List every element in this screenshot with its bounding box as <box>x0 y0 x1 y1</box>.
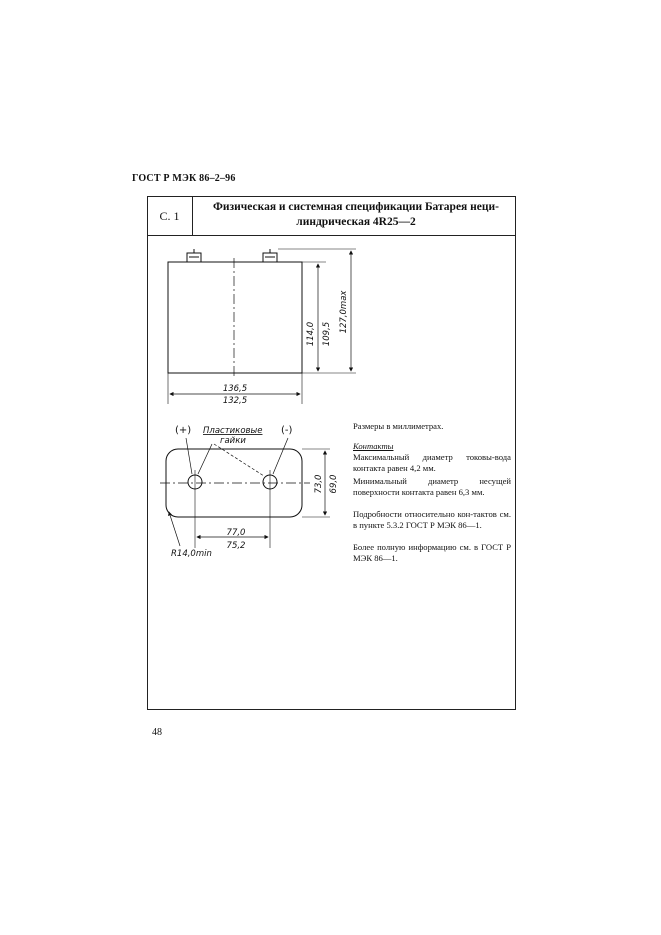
contact-note-2: Минимальный диаметр несущей поверхности контакта равен 6,3 мм. <box>353 476 511 497</box>
dim-width-outer: 136,5 <box>222 384 248 394</box>
terminal-left <box>187 249 201 262</box>
page-number: 48 <box>152 727 162 738</box>
contact-note-1: Максимальный диаметр токовы-вода контакта равен 4,2 мм. <box>353 452 511 473</box>
dim-width-inner: 132,5 <box>222 396 248 406</box>
contact-note-4: Более полную информацию см. в ГОСТ Р МЭК 86—1. <box>353 542 511 563</box>
dim-spacing-2: 75,2 <box>226 541 246 551</box>
spec-title-line-1: Физическая и системная спецификации Батарея неци- <box>213 201 499 213</box>
units-note: Размеры в миллиметрах. <box>353 421 444 431</box>
nuts-label-2: гайки <box>220 436 246 446</box>
spec-title-line-2: линдрическая 4R25—2 <box>296 216 416 228</box>
dim-height-2: 109,5 <box>322 321 332 347</box>
terminal-minus-label: (-) <box>281 425 293 436</box>
terminal-right <box>263 249 277 262</box>
terminal-plus-label: (+) <box>175 425 192 436</box>
dim-top-2: 69,0 <box>329 474 339 494</box>
battery-body-outline <box>168 262 302 373</box>
dim-top-1: 73,0 <box>314 474 324 494</box>
spec-code: С. 1 <box>147 196 193 236</box>
dim-height-max: 127,0max <box>339 290 349 334</box>
contact-note-3: Подробности относительно кон-тактов см. в пункте 5.3.2 ГОСТ Р МЭК 86—1. <box>353 509 511 530</box>
dim-height-1: 114,0 <box>306 321 316 347</box>
contacts-heading: Контакты <box>353 441 394 451</box>
dim-spacing-1: 77,0 <box>226 528 246 538</box>
dim-radius: R14,0min <box>171 549 212 559</box>
nuts-label-1: Пластиковые <box>203 426 263 436</box>
document-header: ГОСТ Р МЭК 86–2–96 <box>132 173 236 184</box>
